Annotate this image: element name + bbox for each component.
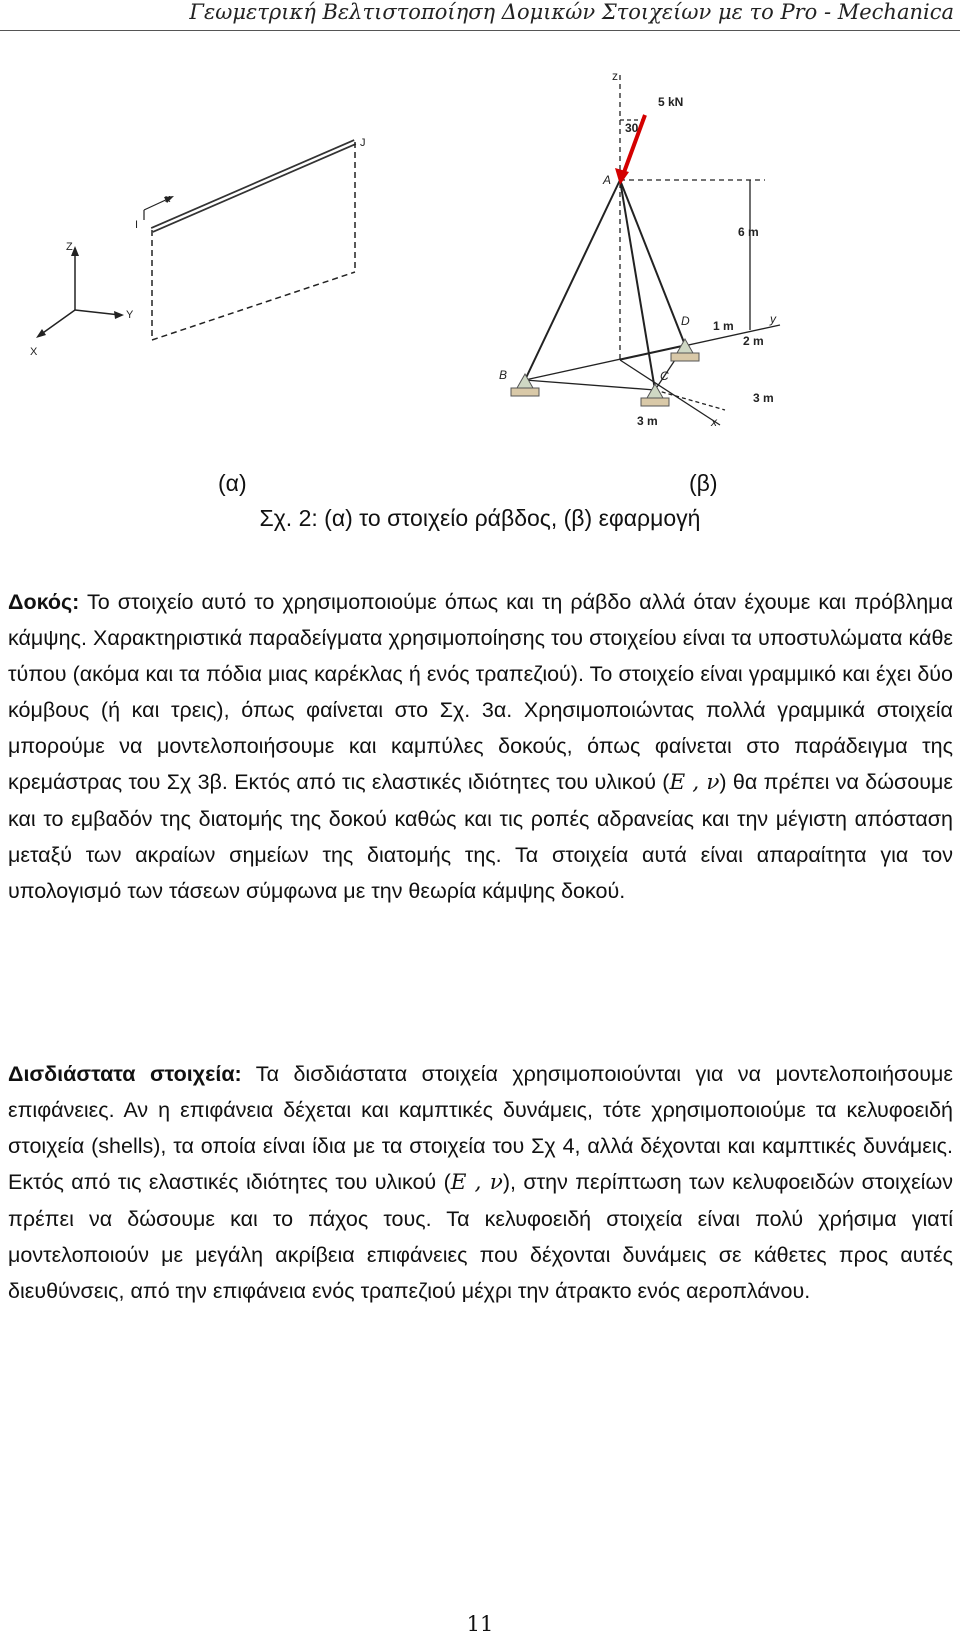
math-symbols: E , ν bbox=[669, 770, 720, 795]
dim-2m-label: 2 m bbox=[743, 334, 764, 348]
page-number: 11 bbox=[466, 1612, 494, 1636]
paragraph-2d-elements bbox=[8, 1056, 953, 1309]
node-c-label: C bbox=[660, 369, 669, 383]
node-i-label: I bbox=[135, 219, 139, 231]
dim-3m-right-label: 3 m bbox=[753, 391, 774, 405]
axis-z-label: Z bbox=[66, 241, 73, 253]
figure-b-tripod bbox=[495, 70, 825, 450]
node-d-label: D bbox=[681, 314, 690, 328]
page-header: Γεωμετρική Βελτιστοποίηση Δομικών Στοιχείων με το Pro - Mechanica bbox=[189, 0, 954, 24]
figure-a-bar-element bbox=[20, 130, 380, 370]
axis-y-label: Y bbox=[126, 309, 134, 321]
paragraph-heading: Δοκός: bbox=[8, 590, 80, 614]
dim-3m-bottom-label: 3 m bbox=[637, 414, 658, 428]
subfigure-a-label: (α) bbox=[218, 470, 247, 496]
paragraph-text: ), στην περίπτωση των κελυφοειδών στοιχείων πρέπει να δώσουμε και το πάχος τους. Τα κελυφοειδή στοιχεία είναι πολύ χρήσιμα γιατί μοντελοποιούν με μεγάλη ακρίβεια επιφάνειες που δέχονται δυνάμεις σε κάθετες προς αυτές διευθύνσεις, από την επιφάνεια ενός τραπεζιού μέχρι την άτρακτο ενός αεροπλάνου. bbox=[8, 1170, 953, 1303]
node-j-label: J bbox=[360, 137, 366, 149]
local-x-label: x bbox=[165, 193, 171, 205]
paragraph-text: Το στοιχείο αυτό το χρησιμοποιούμε όπως και τη ράβδο αλλά όταν έχουμε και πρόβλημα κάμψης. Χαρακτηριστικά παραδείγματα χρησιμοποίησης του στοιχείου είναι τα υποστυλώματα κάθε τύπου (ακόμα και τα πόδια μιας καρέκλας ή ενός τραπεζιού). Το στοιχείο είναι γραμμικό και έχει δύο κόμβους (ή και τρεις), όπως φαίνεται στο Σχ. 3α. Χρησιμοποιώντας πολλά γραμμικά στοιχεία μπορούμε να μοντελοποιήσουμε και καμπύλες δοκούς, όπως φαίνεται στο παράδειγμα της κρεμάστρας του Σχ 3β. Εκτός από τις ελαστικές ιδιότητες του υλικού ( bbox=[8, 590, 953, 794]
subfigure-b-label: (β) bbox=[689, 470, 718, 496]
math-symbols: E , ν bbox=[450, 1170, 503, 1195]
axis-x-label: X bbox=[30, 346, 38, 358]
axis-y-label: y bbox=[770, 312, 776, 326]
dim-1m-label: 1 m bbox=[713, 319, 734, 333]
paragraph-beam bbox=[8, 584, 953, 909]
paragraph-text: ) θα πρέπει να δώσουμε και το εμβαδόν της διατομής της δοκού καθώς και τις ροπές αδρανείας και την μέγιστη απόσταση μεταξύ των ακραίων σημείων της διατομής της. Τα στοιχεία αυτά είναι απαραίτητα για τον υπολογισμό των τάσεων σύμφωνα με την θεωρία κάμψης δοκού. bbox=[8, 770, 953, 903]
header-divider bbox=[0, 30, 960, 31]
height-label: 6 m bbox=[738, 225, 759, 239]
paragraph-text: Τα δισδιάστατα στοιχεία χρησιμοποιούνται για να μοντελοποιήσουμε επιφάνειες. Αν η επιφάνεια δέχεται και καμπτικές δυνάμεις, τότε χρησιμοποιούμε τα κελυφοειδή στοιχεία (shells), τα οποία είναι ίδια με τα στοιχεία του Σχ 4, αλλά δέχονται και καμπτικές δυνάμεις. Εκτός από τις ελαστικές ιδιότητες του υλικού ( bbox=[8, 1062, 953, 1194]
node-b-label: B bbox=[499, 368, 508, 382]
angle-label: 30 bbox=[625, 121, 639, 135]
axis-z-label: z bbox=[612, 70, 618, 83]
axis-x-label: x bbox=[711, 415, 717, 429]
paragraph-heading: Δισδιάστατα στοιχεία: bbox=[8, 1062, 242, 1086]
load-label: 5 kN bbox=[658, 95, 684, 109]
node-a-label: A bbox=[603, 173, 612, 187]
figure-caption: Σχ. 2: (α) το στοιχείο ράβδος, (β) εφαρμογή bbox=[259, 505, 701, 531]
